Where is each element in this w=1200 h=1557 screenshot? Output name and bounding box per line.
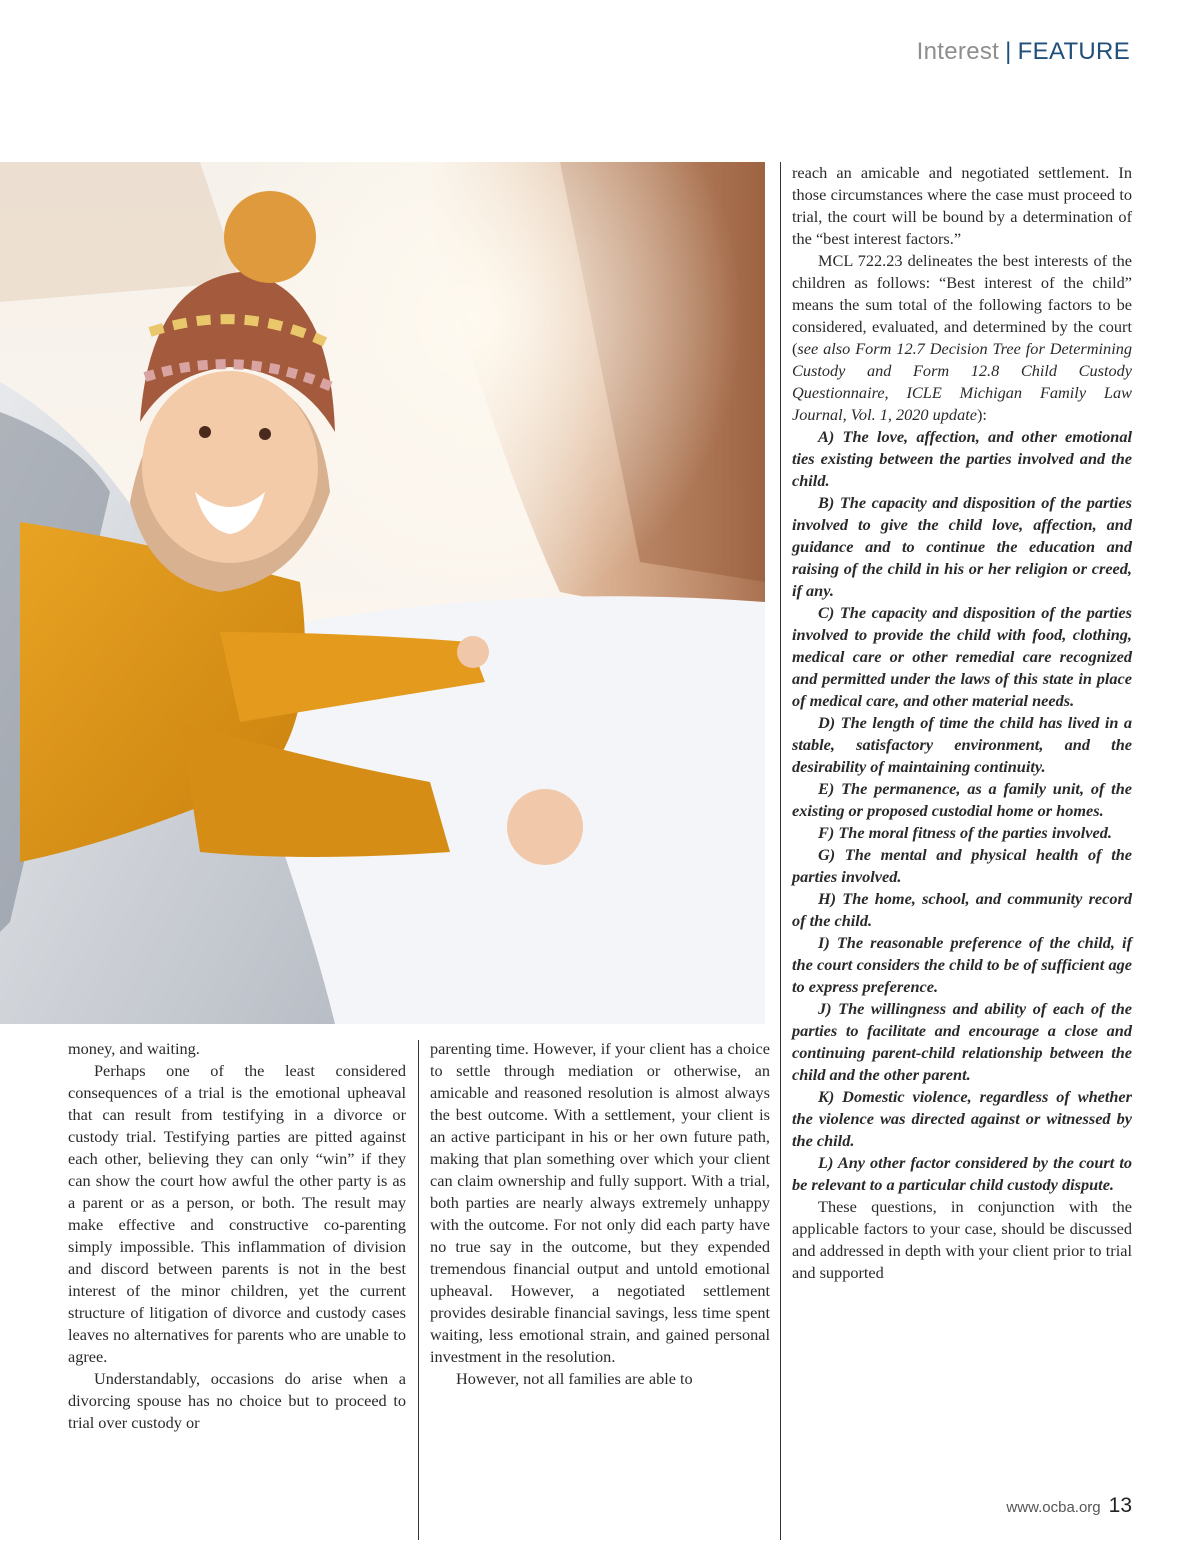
col1-paragraph-3: Understandably, occasions do arise when a divorcing spouse has no choice but to proceed to trial over custody or (68, 1369, 406, 1432)
feature-label: FEATURE (1017, 38, 1130, 65)
factor-j: J) The willingness and ability of each of the parties to facilitate and encourage a close and continuing parent-child relationship between the child and the other parent. (792, 999, 1132, 1084)
factor-e: E) The permanence, as a family unit, of the existing or proposed custodial home or homes. (792, 779, 1132, 820)
column-divider-1 (418, 1040, 419, 1540)
col3-paragraph-2 (792, 250, 1132, 426)
column-2 (430, 1038, 770, 1390)
factor-h: H) The home, school, and community record of the child. (792, 889, 1132, 930)
factor-d: D) The length of time the child has lived in a stable, satisfactory environment, and the desirability of maintaining continuity. (792, 713, 1132, 776)
factor-l: L) Any other factor considered by the court to be relevant to a particular child custody dispute. (792, 1153, 1132, 1194)
col3-paragraph-1: reach an amicable and negotiated settlement. In those circumstances where the case must proceed to trial, the court will be bound by a determination of the “best interest factors.” (792, 163, 1132, 248)
child-in-car-window-photo (0, 162, 765, 1024)
mcl-intro-end: ): (976, 405, 987, 424)
factor-b: B) The capacity and disposition of the parties involved to give the child love, affection, and guidance and to continue the education and raising of the child in his or her religion or creed, if any. (792, 493, 1132, 600)
mcl-intro: MCL 722.23 delineates the best interests of the children as follows: “Best interest of the child” means the sum total of the following factors to be considered, evaluated, and determined by the court ( (792, 251, 1132, 358)
page-number: 13 (1108, 1494, 1132, 1517)
col1-paragraph-1: money, and waiting. (68, 1039, 200, 1058)
column-3 (792, 162, 1132, 1284)
factor-g: G) The mental and physical health of the parties involved. (792, 845, 1132, 886)
factor-i: I) The reasonable preference of the child, if the court considers the child to be of sufficient age to express preference. (792, 933, 1132, 996)
col3-closing-paragraph: These questions, in conjunction with the applicable factors to your case, should be discussed and addressed in depth with your client prior to trial and supported (792, 1197, 1132, 1282)
col1-paragraph-2: Perhaps one of the least considered consequences of a trial is the emotional upheaval that can result from testifying in a divorce or custody trial. Testifying parties are pitted against each other, believing they can only “win” if they can show the court how awful the other party is as a parent or as a person, or both. The result may make effective and constructive co-parenting simply impossible. This inflammation of division and discord between parents is not in the best interest of the minor children, yet the current structure of litigation of divorce and custody cases leaves no alternatives for parents who are unable to agree. (68, 1061, 406, 1366)
section-label: Interest (916, 38, 1000, 65)
column-1 (68, 1038, 406, 1434)
website-url: www.ocba.org (1006, 1499, 1101, 1516)
form-reference: see also Form 12.7 Decision Tree for Determining Custody and Form 12.8 Child Custody Questionnaire, ICLE Michigan Family Law Journal, Vol. 1, 2020 update (792, 339, 1132, 424)
column-divider-2 (780, 162, 781, 1540)
header-separator: | (1005, 38, 1012, 65)
factor-a: A) The love, affection, and other emotional ties existing between the parties involved and the child. (792, 427, 1132, 490)
factor-c: C) The capacity and disposition of the parties involved to provide the child with food, clothing, medical care or other remedial care recognized and permitted under the laws of this state in place of medical care, and other material needs. (792, 603, 1132, 710)
page-footer (1006, 1494, 1132, 1518)
factor-k: K) Domestic violence, regardless of whether the violence was directed against or witnessed by the child. (792, 1087, 1132, 1150)
section-header (917, 38, 1130, 66)
col2-paragraph-2: However, not all families are able to (456, 1369, 693, 1388)
factor-f: F) The moral fitness of the parties involved. (818, 823, 1112, 842)
col2-paragraph-1: parenting time. However, if your client has a choice to settle through mediation or otherwise, an amicable and reasoned resolution is almost always the best outcome. With a settlement, your client is an active participant in his or her own future path, making that plan something over which your client can claim ownership and fully support. With a trial, both parties are nearly always extremely unhappy with the outcome. For not only did each party have no true say in the outcome, but they expended tremendous financial output and untold emotional upheaval. However, a negotiated settlement provides desirable financial savings, less time spent waiting, less emotional strain, and gained personal investment in the resolution. (430, 1039, 770, 1366)
